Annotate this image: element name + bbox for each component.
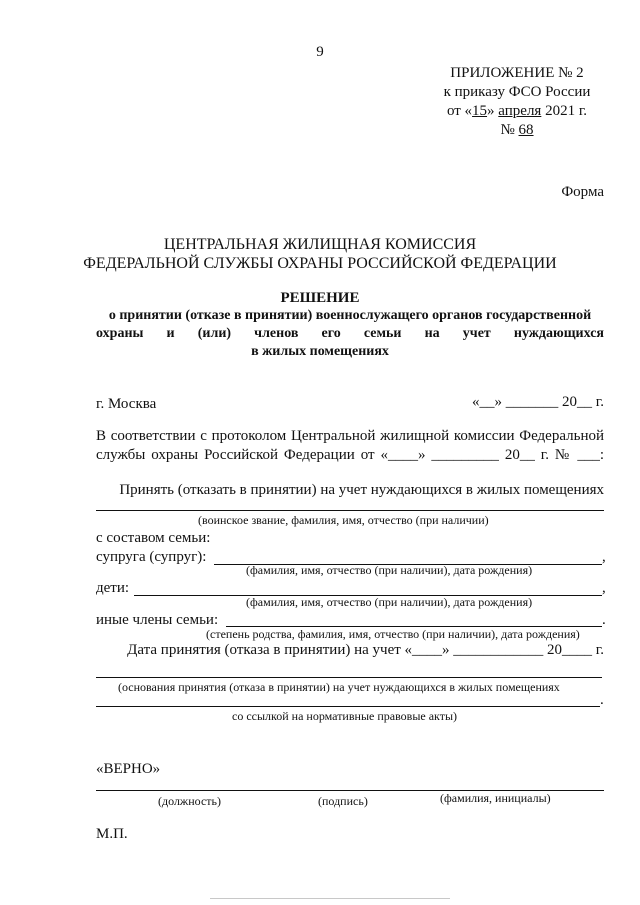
reference-line xyxy=(96,706,600,707)
children-comma: , xyxy=(602,580,606,596)
accept-line: Принять (отказать в принятии) на учет нуждающихся в жилых помещениях xyxy=(119,482,604,498)
appendix-block xyxy=(442,64,592,140)
caption-rank: (воинское звание, фамилия, имя, отчество (при наличии) xyxy=(198,513,489,527)
decision-date: «__» _______ 20__ г. xyxy=(472,394,604,410)
org-line-1: ЦЕНТРАЛЬНАЯ ЖИЛИЩНАЯ КОМИССИЯ xyxy=(163,236,477,253)
caption-spouse: (фамилия, имя, отчество (при наличии), дата рождения) xyxy=(246,563,533,577)
spouse-label: супруга (супруг): xyxy=(96,549,207,565)
appendix-order: к приказу ФСО России xyxy=(443,84,591,100)
decision-title: РЕШЕНИЕ xyxy=(280,290,360,306)
caption-signature: (подпись) xyxy=(318,794,368,808)
caption-others: (степень родства, фамилия, имя, отчество (при наличии), дата рождения) xyxy=(206,627,580,641)
appendix-date: от «15» апреля 2021 г. xyxy=(446,103,588,119)
appendix-number: № 68 xyxy=(500,122,534,138)
grounds-line xyxy=(96,677,602,678)
page-number: 9 xyxy=(316,44,324,60)
caption-name: (фамилия, инициалы) xyxy=(440,791,551,805)
appendix-date-day: 15 xyxy=(472,103,488,119)
caption-position: (должность) xyxy=(158,794,221,808)
caption-children: (фамилия, имя, отчество (при наличии), дата рождения) xyxy=(246,595,533,609)
org-line-2: ФЕДЕРАЛЬНОЙ СЛУЖБЫ ОХРАНЫ РОССИЙСКОЙ ФЕДЕРАЦИИ xyxy=(83,255,557,272)
decision-subtitle-1: о принятии (отказе в принятии) военнослужащего органов государственной xyxy=(108,308,592,323)
rank-line xyxy=(96,510,604,511)
decision-subtitle-2: охраны и (или) членов его семьи на учет нуждающихся xyxy=(96,326,604,341)
family-label: с составом семьи: xyxy=(96,530,211,546)
place: г. Москва xyxy=(96,396,157,412)
others-label: иные члены семьи: xyxy=(96,612,219,628)
caption-reference: со ссылкой на нормативные правовые акты) xyxy=(232,709,458,723)
stamp-place: М.П. xyxy=(96,826,128,842)
decision-subtitle-3: в жилых помещениях xyxy=(251,344,389,359)
body-para-line-1: В соответствии с протоколом Центральной жилищной комиссии Федеральной xyxy=(96,428,604,444)
appendix-title: ПРИЛОЖЕНИЕ № 2 xyxy=(450,65,584,81)
acceptance-date: Дата принятия (отказа в принятии) на учет «____» ____________ 20____ г. xyxy=(127,642,604,658)
children-label: дети: xyxy=(96,580,130,596)
body-para-line-2: службы охраны Российской Федерации от «____» _________ 20__ г. № ___: xyxy=(96,447,604,463)
appendix-number-value: 68 xyxy=(518,122,534,138)
form-label: Форма xyxy=(561,184,604,200)
reference-period: . xyxy=(600,692,604,708)
appendix-date-month: апреля xyxy=(498,103,542,119)
spouse-comma: , xyxy=(602,549,606,565)
scan-edge xyxy=(210,898,450,899)
others-period: . xyxy=(602,612,606,628)
caption-grounds: (основания принятия (отказа в принятии) на учет нуждающихся в жилых помещениях xyxy=(118,680,560,694)
certify-label: «ВЕРНО» xyxy=(96,761,161,777)
